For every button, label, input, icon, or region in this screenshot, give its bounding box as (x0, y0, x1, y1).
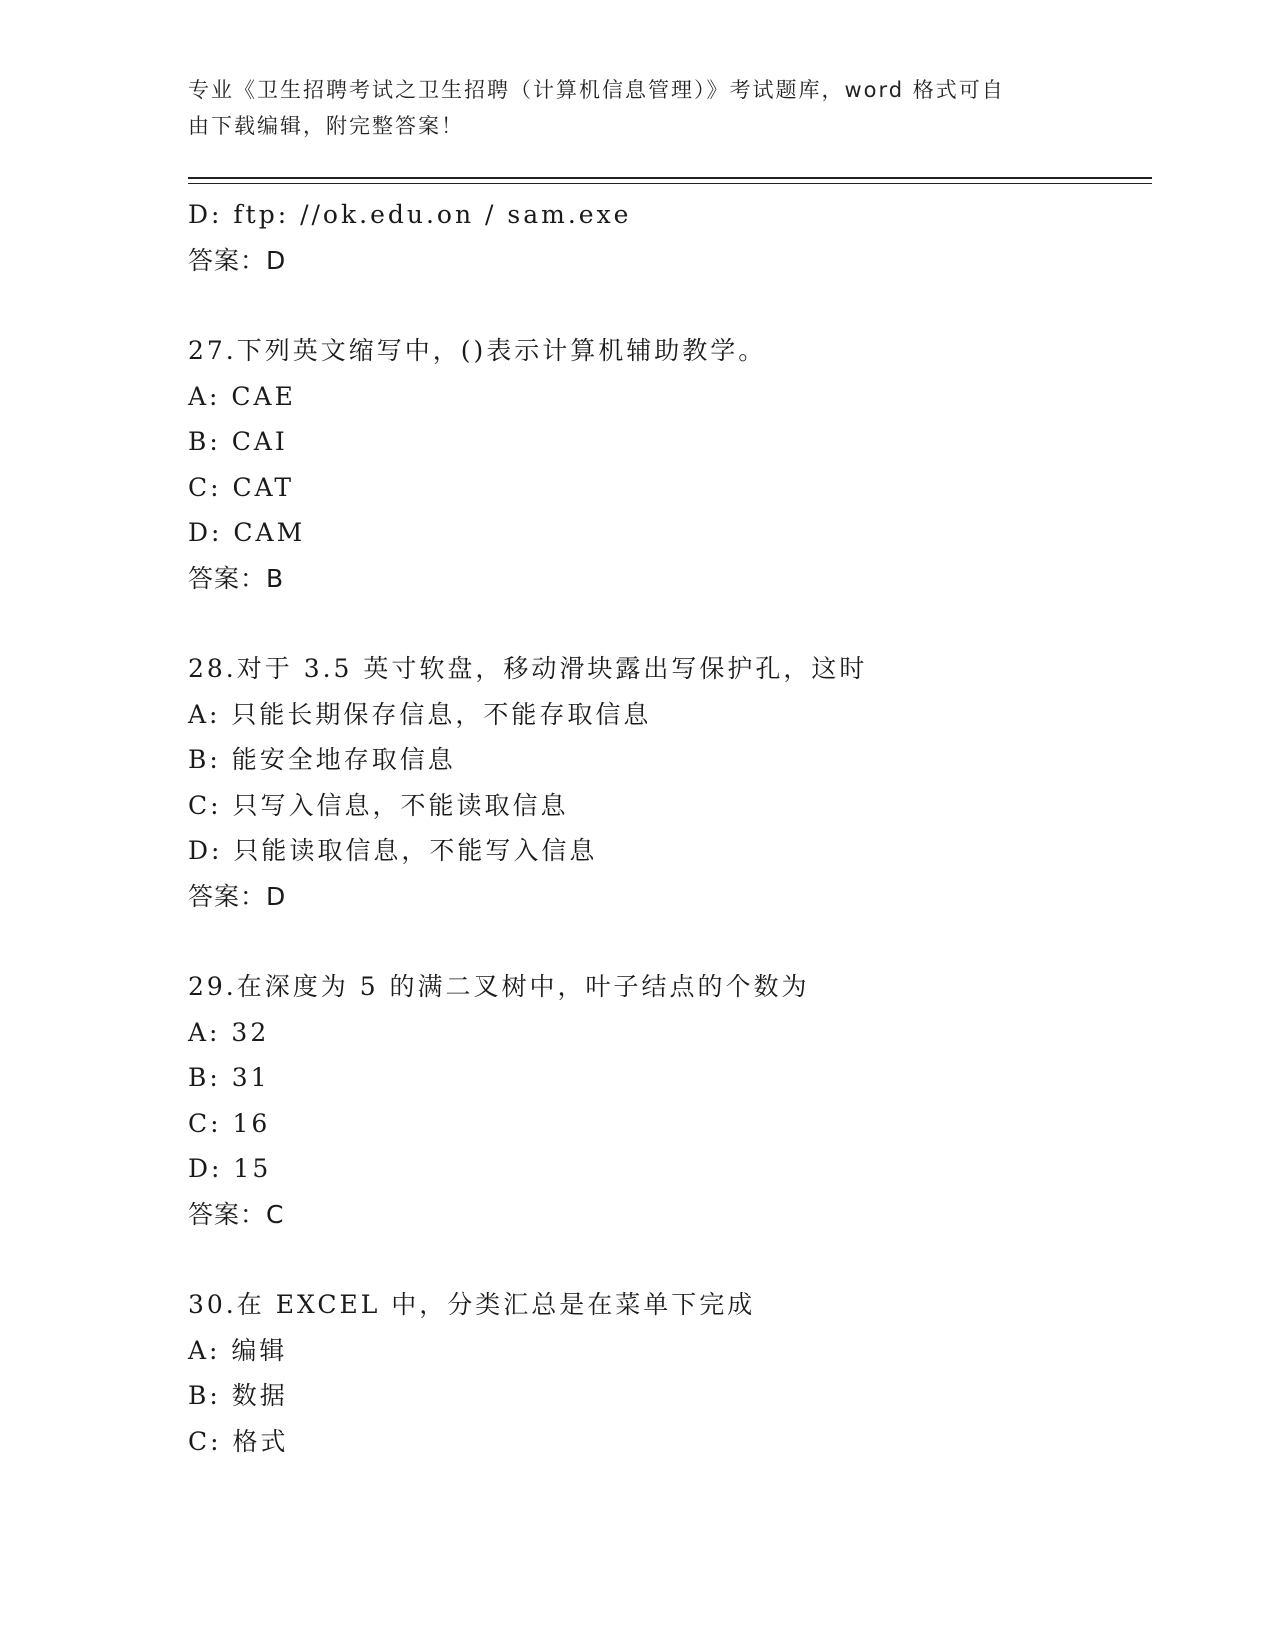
option-b: B: 31 (188, 1063, 270, 1092)
answer-line: 答案：C (188, 1199, 285, 1229)
option-c: C: 只写入信息，不能读取信息 (188, 790, 569, 820)
header-divider-thin (188, 183, 1152, 184)
question-30 (188, 1282, 1148, 1464)
question-29 (188, 964, 1148, 1237)
option-a: A: CAE (188, 381, 296, 411)
question-stem: 29.在深度为 5 的满二叉树中，叶子结点的个数为 (188, 972, 810, 1001)
option-b: B: CAI (188, 427, 288, 456)
option-a: A: 32 (188, 1017, 270, 1047)
option-d: D: ftp: //ok.edu.on / sam.exe (188, 200, 632, 229)
answer-line: 答案：D (188, 881, 287, 911)
option-d: D: 只能读取信息，不能写入信息 (188, 836, 598, 865)
document-header (188, 72, 1088, 144)
option-b: B: 数据 (188, 1381, 288, 1410)
question-stem: 27.下列英文缩写中，()表示计算机辅助教学。 (188, 336, 767, 365)
question-28 (188, 646, 1148, 919)
header-line-2: 由下载编辑，附完整答案！ (188, 114, 464, 138)
spacer (188, 1237, 1148, 1282)
header-line-1: 专业《卫生招聘考试之卫生招聘（计算机信息管理）》考试题库，word 格式可自 (188, 78, 1005, 102)
option-d: D: CAM (188, 518, 306, 547)
spacer (188, 601, 1148, 646)
question-27 (188, 328, 1148, 601)
question-26-tail (188, 192, 1148, 283)
option-c: C: 16 (188, 1108, 271, 1138)
option-c: C: CAT (188, 472, 294, 502)
option-b: B: 能安全地存取信息 (188, 745, 456, 774)
option-a: A: 编辑 (188, 1335, 288, 1365)
header-divider-thick (188, 177, 1152, 179)
option-a: A: 只能长期保存信息，不能存取信息 (188, 699, 652, 729)
spacer (188, 283, 1148, 328)
option-c: C: 格式 (188, 1426, 289, 1456)
spacer (188, 919, 1148, 964)
option-d: D: 15 (188, 1154, 272, 1183)
answer-line: 答案：B (188, 563, 285, 593)
document-body (188, 192, 1148, 1464)
question-stem: 28.对于 3.5 英寸软盘，移动滑块露出写保护孔，这时 (188, 654, 868, 683)
answer-line: 答案：D (188, 245, 287, 275)
question-stem: 30.在 EXCEL 中，分类汇总是在菜单下完成 (188, 1290, 756, 1319)
